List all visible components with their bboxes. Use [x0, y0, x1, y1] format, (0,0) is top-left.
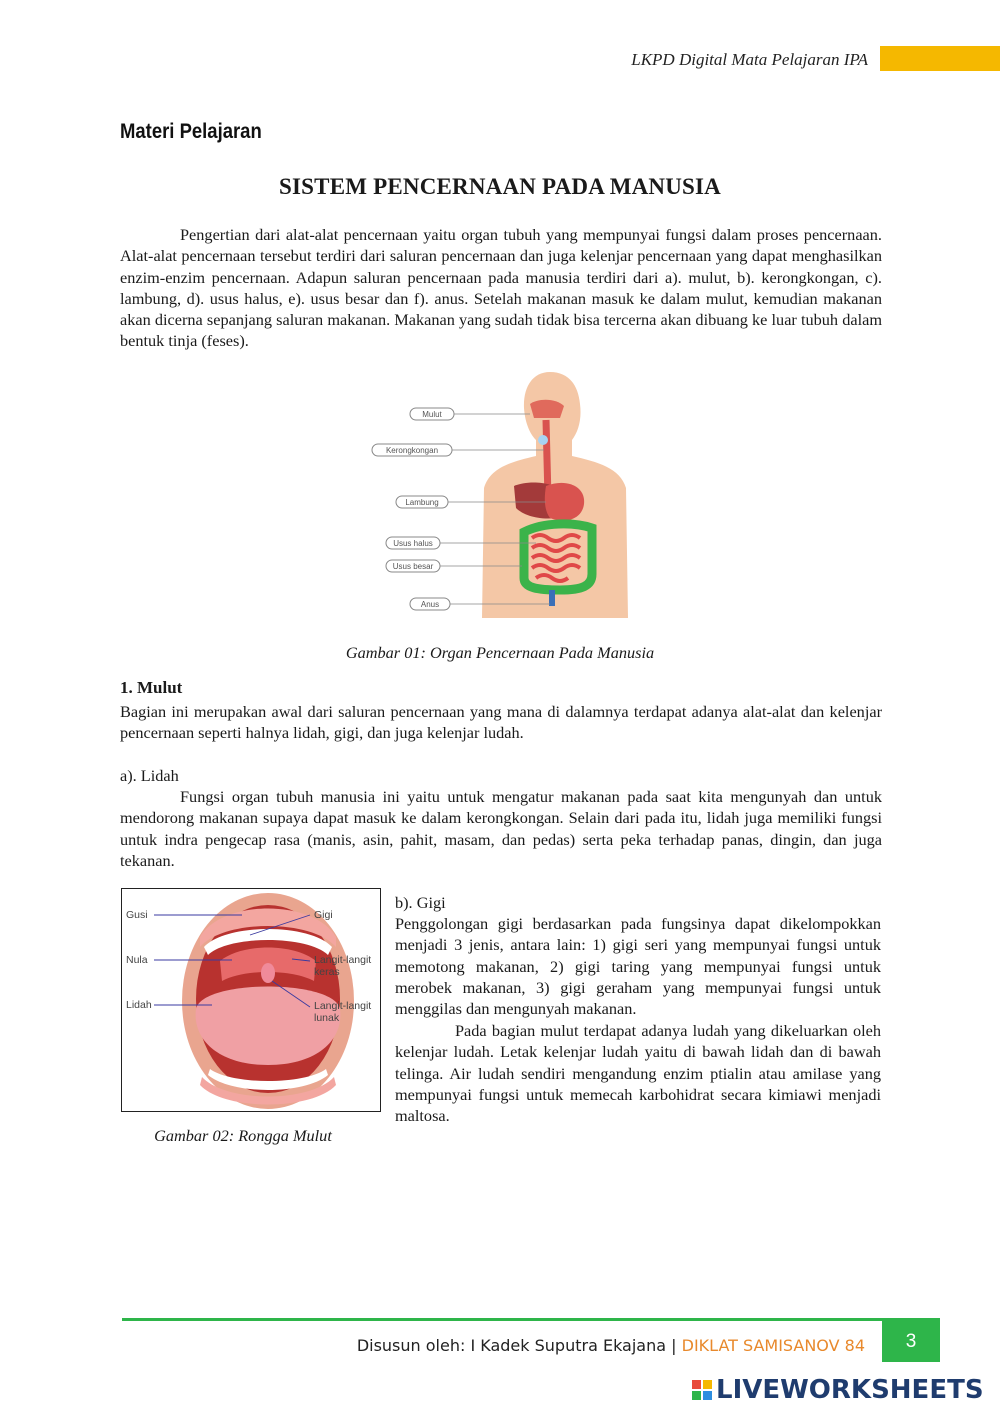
label-mulut: Mulut — [422, 410, 442, 419]
footer-author: I Kadek Suputra Ekajana — [470, 1336, 667, 1355]
footer-credit — [357, 1336, 865, 1355]
liveworksheets-logo-icon — [692, 1380, 712, 1400]
footer-org: DIKLAT SAMISANOV 84 — [681, 1336, 865, 1355]
mulut-paragraph: Bagian ini merupakan awal dari saluran pencernaan yang mana di dalamnya terdapat adanya alat-alat dan kelenjar pencernaan seperti halnya lidah, gigi, dan juga kelenjar ludah. — [120, 702, 882, 743]
lidah-heading: a). Lidah — [120, 766, 179, 785]
label-gigi: Gigi — [314, 909, 333, 921]
mulut-heading: 1. Mulut — [120, 678, 183, 697]
label-gusi: Gusi — [126, 909, 148, 921]
label-lidah: Lidah — [126, 999, 152, 1011]
oral-cavity-illustration — [122, 889, 380, 1111]
stomach — [545, 483, 584, 521]
figure2-caption: Gambar 02: Rongga Mulut — [154, 1126, 332, 1145]
ludah-paragraph: Pada bagian mulut terdapat adanya ludah yang dikeluarkan oleh kelenjar ludah. Letak kelenjar ludah yaitu di bawah lidah dan di bawah telinga. Air ludah sendiri mengandung enzim ptialin atau amilase yang mempunyai fungsi untuk memecah karbohidrat secara kimiawi menjadi maltosa. — [395, 1021, 881, 1126]
gigi-heading: b). Gigi — [395, 893, 446, 912]
header-title: LKPD Digital Mata Pelajaran IPA — [631, 50, 868, 69]
liveworksheets-watermark — [692, 1373, 984, 1407]
label-lambung: Lambung — [405, 498, 439, 507]
oral-cavity-figure — [121, 888, 381, 1112]
section-title: Materi Pelajaran — [120, 120, 262, 143]
page-number: 3 — [882, 1318, 940, 1362]
liveworksheets-logo-text: LIVEWORKSHEETS — [716, 1375, 984, 1405]
label-langit-keras-2: keras — [314, 966, 340, 978]
uvula — [261, 963, 275, 983]
intro-paragraph: Pengertian dari alat-alat pencernaan yaitu organ tubuh yang mempunyai fungsi dalam proses pencernaan. Alat-alat pencernaan tersebut terdiri dari saluran pencernaan dan juga kelenjar pencernaan yang dapat menghasilkan enzim-enzim pencernaan. Adapun saluran pencernaan pada manusia terdiri dari a). mulut, b). kerongkongan, c). lambung, d). usus halus, e). usus besar dan f). anus. Setelah makanan masuk ke dalam mulut, kemudian makanan akan dicerna sepanjang saluran makanan. Makanan yang sudah tidak bisa tercerna akan dibuang ke luar tubuh dalam bentuk tinja (feses). — [120, 225, 882, 351]
label-usus-halus: Usus halus — [393, 539, 433, 548]
page-title: SISTEM PENCERNAAN PADA MANUSIA — [279, 174, 721, 199]
label-langit-keras-1: Langit-langit — [314, 954, 372, 966]
label-langit-lunak-2: lunak — [314, 1012, 340, 1024]
digestive-system-figure — [360, 368, 660, 618]
footer-separator: | — [666, 1336, 682, 1355]
figure1-caption: Gambar 01: Organ Pencernaan Pada Manusia — [345, 643, 655, 662]
label-kerongkongan: Kerongkongan — [385, 446, 439, 455]
label-nula: Nula — [126, 954, 148, 966]
footer-prefix: Disusun oleh: — [356, 1336, 471, 1355]
header-accent-bar — [880, 46, 1000, 71]
label-usus-besar: Usus besar — [392, 562, 434, 571]
lidah-paragraph: Fungsi organ tubuh manusia ini yaitu untuk mengatur makanan pada saat kita mengunyah dan untuk mendorong makanan supaya dapat masuk ke dalam kerongkongan. Selain dari pada itu, lidah juga memiliki fungsi untuk indra pengecap rasa (manis, asin, pahit, masam, dan pedas) serta peka terhadap panas, dingin, dan juga tekanan. — [120, 787, 882, 870]
footer-rule — [122, 1318, 882, 1321]
gigi-paragraph: Penggolongan gigi berdasarkan pada fungsinya dapat dikelompokkan menjadi 3 jenis, antara lain: 1) gigi seri yang mempunyai fungsi untuk memotong makanan, 2) gigi taring yang mempunyai fungsi untuk merobek makanan, 3) gigi geraham yang mempunyai fungsi untuk menggilas dan mengunyah makanan. — [395, 914, 881, 1019]
label-anus: Anus — [420, 600, 440, 609]
salivary-gland — [538, 435, 548, 445]
label-langit-lunak-1: Langit-langit — [314, 1000, 372, 1012]
